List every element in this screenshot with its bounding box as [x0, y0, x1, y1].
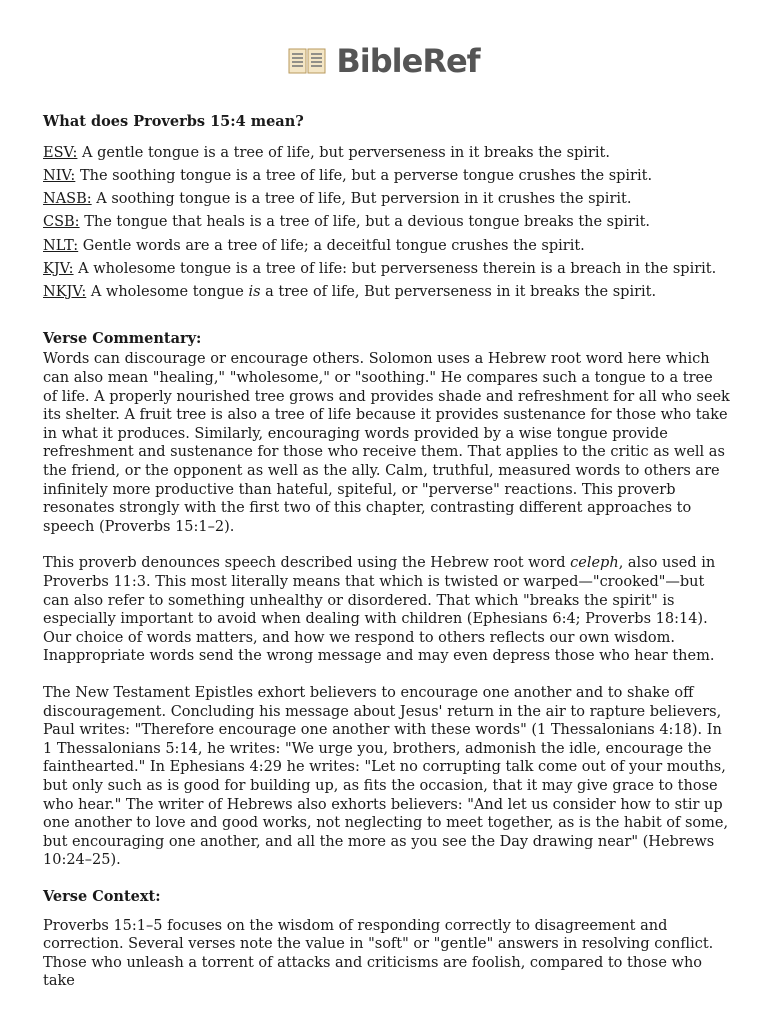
translation-nasb — [43, 190, 731, 209]
translation-text: A soothing tongue is a tree of life, But perversion in it crushes the spirit. — [96, 191, 632, 208]
translation-text: A wholesome tongue is a tree of life: but perverseness therein is a breach in the spirit. — [78, 261, 717, 277]
translation-label-niv[interactable]: NIV: — [43, 167, 76, 184]
translation-label-csb[interactable]: CSB: — [43, 214, 80, 231]
translation-esv — [43, 144, 731, 163]
hebrew-word: celeph — [570, 555, 619, 572]
translation-text: A wholesome tongue — [90, 284, 249, 301]
logo-text: BibleRef — [336, 42, 480, 80]
article — [43, 113, 731, 991]
commentary-text: , also used in Proverbs 11:3. This most literally means that which is twisted or warped—"crooked"—but can also refer to something unhealthy or disordered. That which "breaks the spirit" is especially important to avoid when dealing with children (Ephesians 6:4; Proverbs 18:14). Our choice of words matters, and how we respond to others reflects our own wisdom. Inappropriate words send the wrong message and may even depress those who hear them. — [43, 555, 716, 665]
translation-label-esv[interactable]: ESV: — [43, 144, 78, 161]
translation-niv — [43, 167, 731, 186]
translation-nlt — [43, 237, 731, 256]
translation-text: The tongue that heals is a tree of life, but a devious tongue breaks the spirit. — [84, 214, 651, 231]
translation-text: Gentle words are a tree of life; a deceitful tongue crushes the spirit. — [82, 237, 585, 254]
commentary-text: This proverb denounces speech described using the Hebrew root word — [43, 555, 571, 572]
translation-label-nkjv[interactable]: NKJV: — [43, 284, 87, 301]
commentary-paragraph-1: Words can discourage or encourage others. Solomon uses a Hebrew root word here which can also mean "healing," "wholesome," or "soothing." He compares such a tongue to a tree of life. A properly nourished tree grows and provides shade and refreshment for all who seek its shelter. A fruit tree is also a tree of life because it provides sustenance for those who take in what it produces. Similarly, encouraging words provided by a wise tongue provide refreshment and sustenance for those who receive them. That applies to the critic as well as the friend, or the opponent as well as the ally. Calm, truthful, measured words to others are infinitely more productive than hateful, spiteful, or "perverse" reactions. This proverb resonates strongly with the first two of this chapter, contrasting different approaches to speech (Proverbs 15:1–2). — [43, 351, 730, 535]
page-title: What does Proverbs 15:4 mean? — [43, 113, 304, 130]
site-logo[interactable] — [0, 42, 768, 80]
translation-text: a tree of life, But perverseness in it breaks the spirit. — [260, 284, 657, 301]
translation-label-kjv[interactable]: KJV: — [43, 261, 74, 277]
translation-label-nasb[interactable]: NASB: — [43, 191, 92, 208]
open-book-icon — [288, 47, 326, 75]
commentary-paragraph-2 — [43, 554, 731, 666]
context-paragraph-1: Proverbs 15:1–5 focuses on the wisdom of responding correctly to disagreement and correction. Several verses note the value in "soft" or "gentle" answers in resolving conflict. Those who unleash a torrent of attacks and criticisms are foolish, compared to those who take — [43, 917, 714, 990]
translation-kjv — [43, 260, 731, 279]
translation-label-nlt[interactable]: NLT: — [43, 237, 79, 254]
translation-text: A gentle tongue is a tree of life, but perverseness in it breaks the spirit. — [82, 144, 610, 161]
commentary-paragraph-3: The New Testament Epistles exhort believers to encourage one another and to shake off discouragement. Concluding his message about Jesus' return in the air to rapture believers, Paul writes: "Therefore encourage one another with these words" (1 Thessalonians 4:18). In 1 Thessalonians 5:14, he writes: "We urge you, brothers, admonish the idle, encourage the fainthearted." In Ephesians 4:29 he writes: "Let no corrupting talk come out of your mouths, but only such as is good for building up, as fits the occasion, that it may give grace to those who hear." The writer of Hebrews also exhorts believers: "And let us consider how to stir up one another to love and good works, not neglecting to meet together, as is the habit of some, but encouraging one another, and all the more as you see the Day drawing near" (Hebrews 10:24–25). — [43, 684, 729, 869]
translation-text-italic: is — [248, 284, 261, 301]
context-heading: Verse Context: — [43, 887, 161, 905]
translation-nkjv — [43, 283, 731, 302]
translation-csb — [43, 213, 731, 232]
translation-list — [43, 144, 731, 302]
commentary-heading: Verse Commentary: — [43, 329, 202, 347]
translation-text: The soothing tongue is a tree of life, but a perverse tongue crushes the spirit. — [79, 167, 653, 184]
